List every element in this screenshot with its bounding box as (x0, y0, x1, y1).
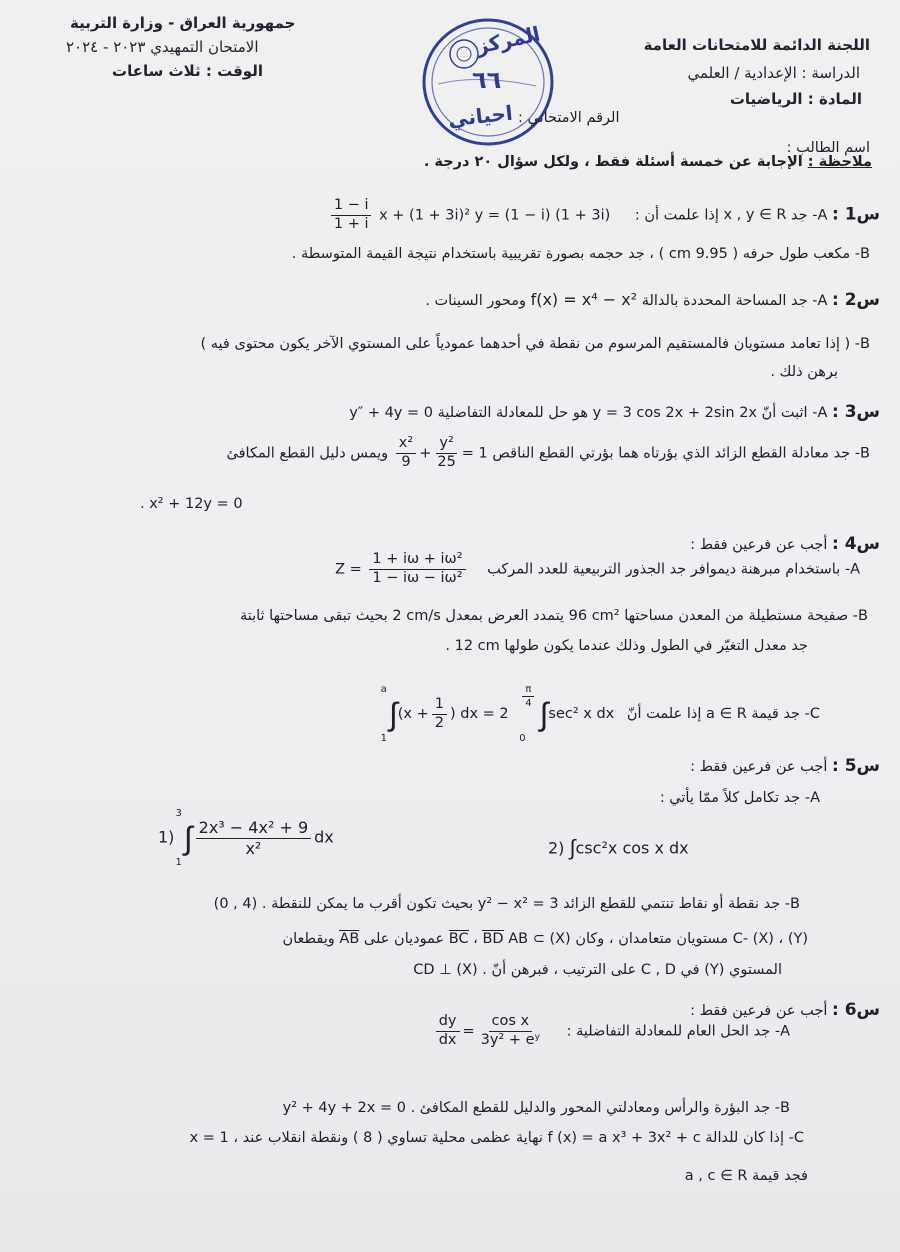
q6-b-line (283, 1100, 790, 1116)
integral-sign-icon: ∫ (569, 836, 576, 861)
q6-c-line1 (190, 1130, 804, 1146)
subject-value: الرياضيات (729, 90, 803, 108)
q4-int2-upper-num: π (522, 684, 534, 697)
q6-a-lhs-num: dy (436, 1014, 460, 1032)
q5-b-text2: بحيث تكون أقرب ما يمكن للنقطة (271, 896, 474, 912)
q4-int1-upper: a (380, 684, 387, 695)
q4-intro: أجب عن فرعين فقط : (690, 537, 828, 553)
q5-a1-dx: dx (314, 827, 334, 847)
q4-int1-tail: ) dx = 2 (449, 706, 509, 722)
q4-c-equation (380, 684, 615, 744)
q2-a-line (425, 290, 880, 310)
q4-int2-body: sec² x dx (548, 706, 615, 722)
q4-b-text3: بحيث تبقى مساحتها ثابتة (239, 608, 388, 624)
q4-a-den: 1 − iω − iω² (372, 569, 463, 586)
q5-c-text1: C- (X) ، (Y) مستويان متعامدان ، (608, 931, 808, 947)
q3-ellipse-num1: x² (396, 436, 416, 454)
q6-b-equation: y² + 4y + 2x = 0 . (282, 1100, 416, 1116)
q2-b-text2: برهن ذلك . (770, 364, 838, 380)
q5-c-text2: وكان (575, 931, 605, 947)
q4-c-condition: a ∈ R (705, 706, 747, 722)
q3-b-text2: ويمس دليل القطع المكافئ (226, 445, 389, 462)
q3-b-line (227, 436, 870, 471)
q4-b-rate: 2 cm/s (392, 608, 441, 624)
q5-c-cd: CD ⊥ (X) . (413, 962, 487, 978)
note-line (424, 154, 872, 170)
q5-label: س5 : (831, 756, 880, 776)
q5-c-text3: عموديان على (363, 931, 445, 947)
q3-ellipse-den1: 9 (401, 453, 411, 470)
q1-a-equation (328, 198, 610, 233)
q3-a-text2: هو حل للمعادلة التفاضلية (437, 405, 589, 421)
q6-label: س6 : (831, 1000, 880, 1020)
q1-a-line (328, 198, 880, 233)
subject-line (730, 90, 862, 108)
q6-c-values: a , c ∈ R (684, 1168, 748, 1184)
time-label: الوقت : (205, 62, 263, 80)
time-line (112, 62, 263, 80)
q5-b-text1: B- جد نقطة أو نقاط تنتمي للقطع الزائد (563, 896, 800, 912)
q3-a-line (349, 402, 880, 422)
q4-c-text2: إذا علمت أنّ (626, 706, 702, 722)
q3-b-text1: B- جد معادلة القطع الزائد الذي بؤرتاه هما بؤرتي القطع الناقص (492, 445, 870, 462)
q4-int1-body: (x + (397, 706, 429, 722)
q5-b-point: (0 , 4) . (213, 896, 267, 912)
q6-b-text: B- جد البؤرة والرأس ومعادلتي المحور والدليل للقطع المكافئ (419, 1100, 790, 1116)
q4-c-text1: C- جد قيمة (751, 706, 820, 722)
subject-label: المادة : (807, 90, 862, 108)
q4-int1-frac-num: 1 (432, 697, 447, 715)
q4-c-line (380, 684, 820, 744)
q4-b-text4: جد معدل التغيّر في الطول وذلك عندما يكون طولها (504, 638, 808, 654)
q5-a1-den: x² (245, 838, 262, 858)
q4-a-line (335, 552, 860, 587)
q1-a-condition: x , y ∈ R (723, 207, 787, 224)
q4-b-line1 (240, 608, 868, 624)
q2-a-text1: A- جد المساحة المحددة بالدالة (641, 293, 828, 309)
q4-int1-frac-den: 2 (434, 714, 444, 731)
q4-b-text2: يتمدد العرض بمعدل (445, 608, 565, 624)
q6-intro: أجب عن فرعين فقط : (690, 1003, 828, 1019)
student-name-label: اسم الطالب : (786, 140, 870, 156)
q5-a1-index: 1) (158, 827, 175, 847)
q2-b-text1: B- ( إذا تعامد مستويان فالمستقيم المرسوم من نقطة في أحدهما عمودياً على المستوي الآخر يكون محتوى فيه ) (200, 336, 870, 352)
q2-label: س2 : (831, 290, 880, 310)
q3-b-parabola-eq: x² + 12y = 0 (149, 496, 243, 512)
committee-title: اللجنة الدائمة للامتحانات العامة (643, 36, 870, 54)
q3-ellipse-rhs: = 1 (461, 445, 488, 462)
q3-ellipse-num2: y² (436, 436, 456, 454)
q5-c-ab-subset: AB ⊂ (X) (508, 931, 571, 947)
q5-c-text4: ويقطعان (282, 931, 335, 947)
q6-c-x: x = 1 ، (189, 1130, 239, 1146)
q3-a-text1: A- اثبت أنّ (761, 405, 828, 421)
q4-b-area: 96 cm² (568, 608, 620, 624)
q2-a-function: f(x) = x⁴ − x² (530, 290, 638, 309)
note-label: ملاحظة : (807, 154, 872, 170)
q6-a-equation: $\frac{dy}{dx}$ = $\frac{\text{cos x}}{\text{3y² + eʸ}}$ (433, 1014, 546, 1049)
study-branch: الدراسة : الإعدادية / العلمي (687, 64, 860, 82)
q5-c-bd: BD (482, 931, 504, 947)
q3-b-ellipse: $\frac{\text{x²}}{9}$ + $\frac{\text{y²}}{25}$ = 1 (393, 436, 488, 471)
q4-label: س4 : (831, 534, 880, 554)
q6-a-lhs-den: dx (438, 1031, 457, 1048)
q4-int1-lower: 1 (380, 733, 387, 744)
center-stamp (418, 14, 558, 150)
q5-a-text: A- جد تكامل كلاً ممّا يأتي : (659, 790, 820, 806)
q1-a-prefix: A- جد (791, 207, 828, 224)
q4-int2-upper-den: 4 (525, 698, 532, 709)
q4-a-text: A- باستخدام مبرهنة ديموافر جد الجذور التربيعية للعدد المركب (487, 561, 860, 578)
q5-b-line (214, 896, 800, 912)
q4-b-text1: B- صفيحة مستطيلة من المعدن مساحتها (624, 608, 868, 624)
integral-sign-icon: ∫ (388, 695, 398, 733)
time-value: ثلاث ساعات (112, 62, 201, 80)
q1-a-eq-rest: x + (1 + 3i)² y = (1 − i) (1 + 3i) (379, 207, 611, 224)
q5-c-line2 (413, 962, 782, 978)
stamp-text-top: المركز (473, 21, 542, 59)
q6-a-text: A- جد الحل العام للمعادلة التفاضلية : (566, 1023, 790, 1040)
q4-b-length: 12 cm (454, 638, 500, 654)
q4-a-z-label: Z = (335, 561, 362, 578)
q6-c-text3: فجد قيمة (752, 1168, 808, 1184)
q1-b-text: B- مكعب طول حرفه ( 9.95 cm ) ، جد حجمه بصورة تقريبية باستخدام نتيجة القيمة المتوسطة . (291, 246, 870, 262)
q5-intro-line (690, 756, 880, 776)
q5-intro: أجب عن فرعين فقط : (690, 759, 828, 775)
q5-a1-upper: 3 (175, 808, 182, 819)
integral-sign-icon: ∫ (183, 819, 193, 857)
stamp-text-mid: ٦٦ (472, 66, 502, 94)
ministry-title: جمهورية العراق - وزارة التربية (70, 14, 296, 32)
q6-a-line (433, 1014, 790, 1049)
q3-label: س3 : (831, 402, 880, 422)
q5-a2-body: csc²x cos x dx (575, 838, 689, 858)
q5-a1-num: 2x³ − 4x² + 9 (196, 819, 311, 839)
exam-number-label: الرقم الامتحاني : (518, 110, 620, 126)
q5-a1 (158, 808, 334, 868)
q1-a-text: إذا علمت أن : (634, 207, 719, 224)
q3-ellipse-den2: 25 (437, 453, 456, 470)
q4-a-num: 1 + iω + iω² (369, 552, 465, 570)
q3-a-equation: y″ + 4y = 0 (349, 405, 433, 421)
q5-a2 (548, 838, 689, 860)
q5-b-curve: y² − x² = 3 (477, 896, 559, 912)
q4-int2-lower: 0 (519, 733, 526, 744)
q6-c-text1: C- إذا كان للدالة (705, 1130, 804, 1146)
q4-intro-line (690, 534, 880, 554)
integral-sign-icon: ∫ (539, 695, 549, 733)
q6-c-text2: نهاية عظمى محلية تساوي ( 8 ) ونقطة انقلاب عند (242, 1130, 543, 1146)
q5-c-text5: المستوي (Y) في C , D على الترتيب ، فبرهن أنّ (491, 962, 782, 978)
q6-a-rhs-num: cos x (489, 1014, 533, 1032)
q1-a-frac-num: 1 − i (331, 198, 372, 216)
q5-c-ab: AB (339, 931, 360, 947)
exam-title: الامتحان التمهيدي ٢٠٢٣ - ٢٠٢٤ (66, 38, 259, 56)
q6-a-rhs-den: 3y² + eʸ (480, 1031, 540, 1048)
q5-a2-index: 2) (548, 838, 565, 858)
q5-c-bc: BC (448, 931, 469, 947)
q4-a-z (335, 552, 468, 587)
q3-b-parabola: x² + 12y = 0 . (140, 496, 243, 512)
stamp-text-bot: احياني (446, 100, 514, 132)
q5-c-line1: C- (X) ، (Y) مستويان متعامدان ، وكان AB ⊂ (X) BD ، BC عموديان على AB ويقطعان (282, 931, 808, 947)
q6-c-function: f (x) = a x³ + 3x² + c (547, 1130, 701, 1146)
q2-a-text2: ومحور السينات . (425, 293, 526, 309)
q6-c-line2 (685, 1168, 808, 1184)
q1-a-frac-den: 1 + i (333, 215, 369, 232)
note-text: الإجابة عن خمسة أسئلة فقط ، ولكل سؤال ٢٠ درجة . (423, 154, 803, 170)
q4-b-line2: جد معدل التغيّر في الطول وذلك عندما يكون طولها 12 cm . (445, 638, 808, 654)
q1-label: س1 : (831, 204, 880, 225)
q5-a1-lower: 1 (175, 857, 182, 868)
q3-a-function: y = 3 cos 2x + 2sin 2x (592, 405, 758, 421)
